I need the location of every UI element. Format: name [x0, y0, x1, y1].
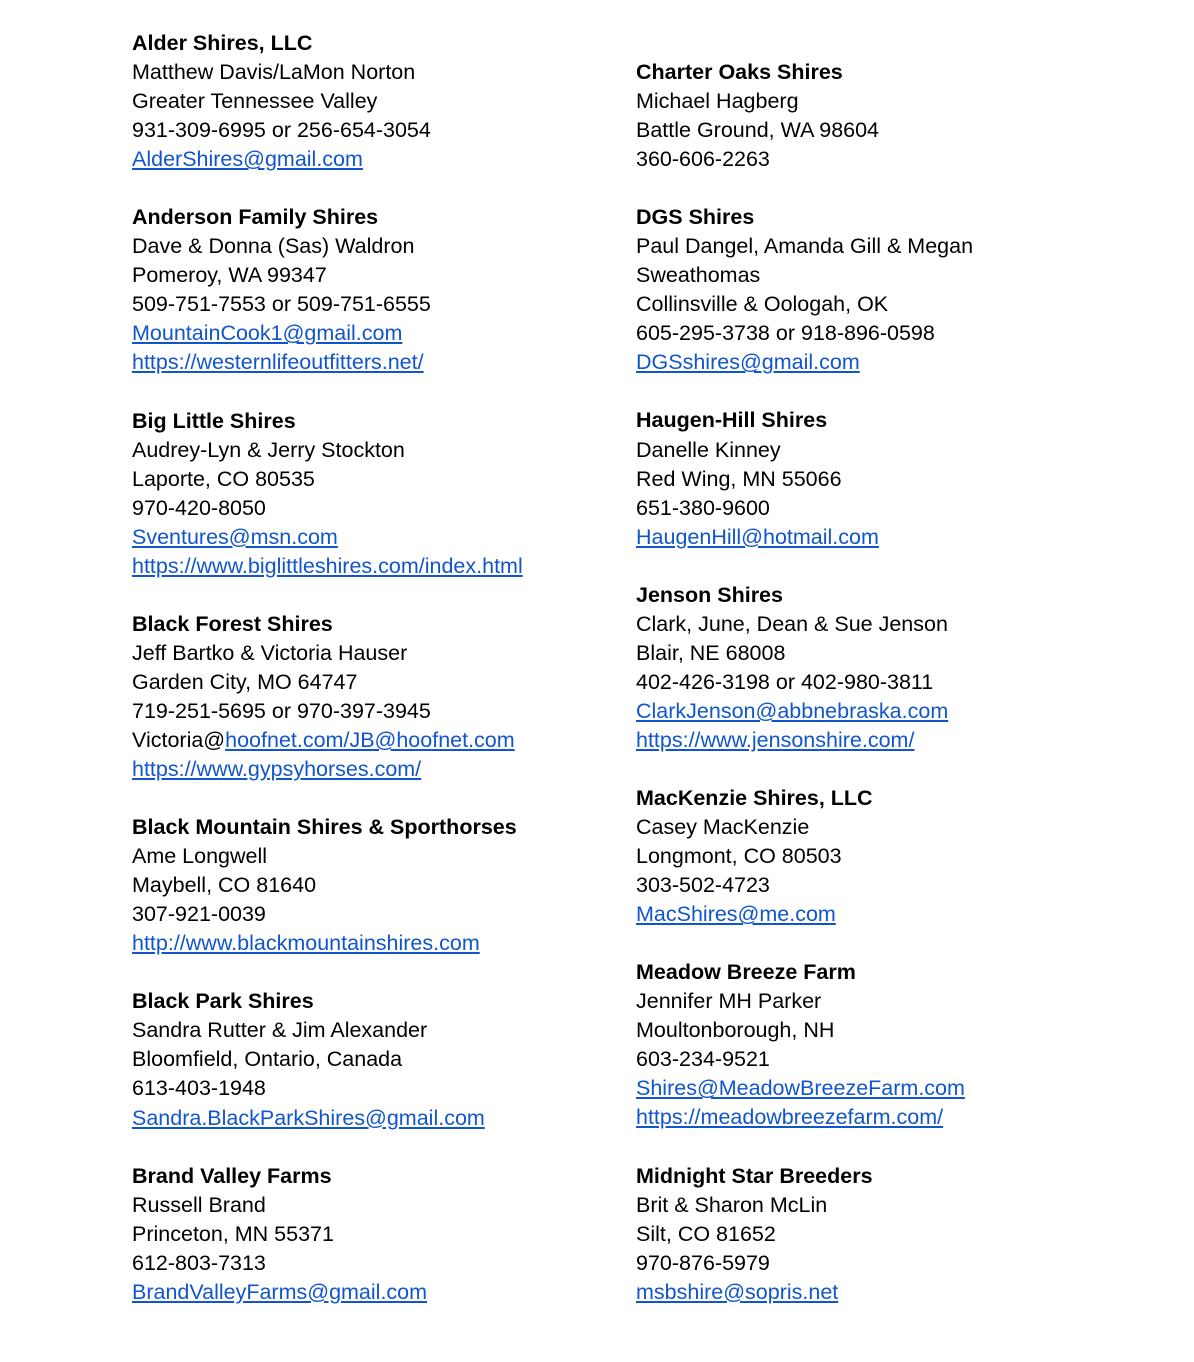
contact-text: Maybell, CO 81640	[132, 873, 317, 898]
email-link[interactable]: ClarkJenson@abbnebraska.com	[636, 698, 949, 723]
listing-charter-oaks-shires	[636, 58, 1156, 174]
contact-line	[636, 1191, 1156, 1220]
contact-text: 605-295-3738 or 918-896-0598	[636, 321, 935, 346]
listing-black-forest-shires	[132, 610, 612, 784]
contact-text: Jennifer MH Parker	[636, 989, 822, 1014]
contact-line	[636, 465, 1156, 494]
contact-link-line	[636, 697, 1156, 726]
contact-text: Ame Longwell	[132, 844, 268, 869]
listing-dgs-shires	[636, 203, 1156, 377]
website-link[interactable]: https://www.biglittleshires.com/index.html	[132, 553, 523, 578]
contact-line	[132, 1220, 612, 1249]
contact-line	[132, 232, 612, 261]
contact-line	[636, 813, 1156, 842]
contact-line	[132, 871, 612, 900]
contact-line	[132, 697, 612, 726]
listing-name: Brand Valley Farms	[132, 1163, 332, 1188]
contact-text: 970-876-5979	[636, 1250, 770, 1275]
contact-text: Paul Dangel, Amanda Gill & Megan	[636, 234, 974, 259]
contact-line	[132, 1074, 612, 1103]
listing-name: Alder Shires, LLC	[132, 31, 313, 55]
contact-text: Bloomfield, Ontario, Canada	[132, 1047, 403, 1072]
contact-text: Audrey-Lyn & Jerry Stockton	[132, 437, 405, 462]
contact-line	[636, 842, 1156, 871]
listing-haugen-hill-shires	[636, 406, 1156, 551]
email-link[interactable]: Sandra.BlackParkShires@gmail.com	[132, 1105, 485, 1130]
listing-name: Meadow Breeze Farm	[636, 960, 856, 985]
contact-text: Longmont, CO 80503	[636, 844, 842, 869]
contact-line	[636, 116, 1156, 145]
email-link[interactable]: MountainCook1@gmail.com	[132, 321, 403, 346]
contact-line	[132, 1016, 612, 1045]
listing-midnight-star-breeders	[636, 1162, 1156, 1307]
website-link[interactable]: https://meadowbreezefarm.com/	[636, 1105, 944, 1130]
contact-text: 612-803-7313	[132, 1250, 266, 1275]
right-column	[636, 29, 1156, 1336]
right-column-top-spacer	[636, 29, 1156, 58]
contact-line	[132, 668, 612, 697]
contact-line	[132, 58, 612, 87]
website-link[interactable]: https://www.gypsyhorses.com/	[132, 757, 422, 782]
contact-text: Michael Hagberg	[636, 89, 799, 114]
contact-text: 719-251-5695 or 970-397-3945	[132, 698, 431, 723]
contact-line	[636, 145, 1156, 174]
contact-line	[636, 871, 1156, 900]
listing-name: Black Forest Shires	[132, 611, 333, 636]
contact-line	[636, 639, 1156, 668]
contact-text: Red Wing, MN 55066	[636, 466, 842, 491]
contact-line	[132, 116, 612, 145]
listing-name: Anderson Family Shires	[132, 205, 379, 230]
contact-link-line	[132, 929, 612, 958]
contact-link-line	[132, 755, 612, 784]
contact-text: Dave & Donna (Sas) Waldron	[132, 234, 415, 259]
contact-text: Clark, June, Dean & Sue Jenson	[636, 611, 948, 636]
contact-link-line	[132, 319, 612, 348]
contact-text: Victoria@	[132, 727, 226, 752]
contact-text: Princeton, MN 55371	[132, 1221, 334, 1246]
contact-text: Sandra Rutter & Jim Alexander	[132, 1018, 428, 1043]
contact-line	[132, 436, 612, 465]
listing-brand-valley-farms	[132, 1162, 612, 1307]
contact-link-line	[636, 523, 1156, 552]
contact-line	[132, 900, 612, 929]
contact-link-line	[636, 348, 1156, 377]
contact-line	[636, 987, 1156, 1016]
contact-line	[132, 1191, 612, 1220]
email-link[interactable]: HaugenHill@hotmail.com	[636, 524, 879, 549]
contact-text: Laporte, CO 80535	[132, 466, 315, 491]
contact-text: Casey MacKenzie	[636, 815, 810, 840]
contact-line	[636, 1220, 1156, 1249]
contact-line	[636, 290, 1156, 319]
contact-line	[636, 232, 1156, 261]
listing-jenson-shires	[636, 581, 1156, 755]
website-link[interactable]: https://westernlifeoutfitters.net/	[132, 350, 424, 375]
email-link[interactable]: hoofnet.com/JB@hoofnet.com	[225, 727, 515, 752]
contact-line	[636, 261, 1156, 290]
contact-link-line	[132, 523, 612, 552]
email-link[interactable]: Shires@MeadowBreezeFarm.com	[636, 1076, 965, 1101]
contact-link-line	[636, 900, 1156, 929]
contact-line	[132, 639, 612, 668]
contact-text: 651-380-9600	[636, 495, 770, 520]
contact-text: Battle Ground, WA 98604	[636, 118, 880, 143]
contact-link-line	[132, 1104, 612, 1133]
contact-text: Russell Brand	[132, 1192, 266, 1217]
contact-link-line	[132, 552, 612, 581]
contact-text: Matthew Davis/LaMon Norton	[132, 60, 416, 85]
contact-line	[132, 842, 612, 871]
contact-link-line	[636, 1278, 1156, 1307]
listing-name: Haugen-Hill Shires	[636, 408, 828, 433]
contact-line	[636, 319, 1156, 348]
email-link[interactable]: MacShires@me.com	[636, 902, 836, 927]
contact-line	[636, 668, 1156, 697]
contact-line	[636, 1045, 1156, 1074]
contact-text: 303-502-4723	[636, 873, 770, 898]
contact-line	[636, 610, 1156, 639]
contact-line	[636, 436, 1156, 465]
listing-name: Big Little Shires	[132, 408, 296, 433]
contact-text: Garden City, MO 64747	[132, 669, 358, 694]
listing-black-park-shires	[132, 987, 612, 1132]
email-link[interactable]: DGSshires@gmail.com	[636, 350, 860, 375]
contact-link-line	[132, 1278, 612, 1307]
email-link[interactable]: Sventures@msn.com	[132, 524, 338, 549]
contact-text: 307-921-0039	[132, 902, 266, 927]
contact-text: Pomeroy, WA 99347	[132, 263, 327, 288]
contact-line	[132, 1249, 612, 1278]
contact-text: 613-403-1948	[132, 1076, 266, 1101]
listing-alder-shires-llc	[132, 29, 612, 174]
listing-meadow-breeze-farm	[636, 958, 1156, 1132]
contact-line	[636, 87, 1156, 116]
left-column	[132, 29, 612, 1336]
contact-link-line	[636, 1074, 1156, 1103]
contact-text: 931-309-6995 or 256-654-3054	[132, 118, 431, 143]
listing-name: DGS Shires	[636, 205, 755, 230]
contact-link-line	[636, 726, 1156, 755]
email-link[interactable]: msbshire@sopris.net	[636, 1279, 839, 1304]
listing-name: Midnight Star Breeders	[636, 1163, 873, 1188]
contact-text: Blair, NE 68008	[636, 640, 786, 665]
email-link[interactable]: AlderShires@gmail.com	[132, 147, 363, 172]
contact-text: 970-420-8050	[132, 495, 266, 520]
contact-text: Sweathomas	[636, 263, 761, 288]
listing-anderson-family-shires	[132, 203, 612, 377]
contact-line	[132, 290, 612, 319]
listing-mackenzie-shires-llc	[636, 784, 1156, 929]
contact-link-line	[132, 145, 612, 174]
website-link[interactable]: https://www.jensonshire.com/	[636, 727, 915, 752]
listing-name: MacKenzie Shires, LLC	[636, 785, 873, 810]
contact-line	[132, 1045, 612, 1074]
contact-line	[132, 726, 612, 755]
contact-line	[132, 494, 612, 523]
listing-black-mountain-shires-sporthorses	[132, 813, 612, 958]
listing-name: Black Park Shires	[132, 989, 314, 1014]
contact-line	[132, 261, 612, 290]
contact-text: 360-606-2263	[636, 147, 770, 172]
contact-line	[636, 1249, 1156, 1278]
contact-text: 402-426-3198 or 402-980-3811	[636, 669, 934, 694]
website-link[interactable]: http://www.blackmountainshires.com	[132, 931, 480, 956]
contact-link-line	[636, 1103, 1156, 1132]
contact-text: Brit & Sharon McLin	[636, 1192, 828, 1217]
email-link[interactable]: BrandValleyFarms@gmail.com	[132, 1279, 428, 1304]
contact-text: Moultonborough, NH	[636, 1018, 835, 1043]
contact-text: Silt, CO 81652	[636, 1221, 776, 1246]
contact-text: Collinsville & Oologah, OK	[636, 292, 889, 317]
contact-text: Greater Tennessee Valley	[132, 89, 378, 114]
contact-text: Danelle Kinney	[636, 437, 781, 462]
listing-big-little-shires	[132, 407, 612, 581]
contact-line	[132, 465, 612, 494]
contact-text: 603-234-9521	[636, 1047, 770, 1072]
listing-name: Black Mountain Shires & Sporthorses	[132, 815, 517, 840]
listing-name: Jenson Shires	[636, 582, 783, 607]
listing-name: Charter Oaks Shires	[636, 60, 843, 84]
contact-line	[636, 494, 1156, 523]
contact-line	[132, 87, 612, 116]
contact-line	[636, 1016, 1156, 1045]
contact-text: 509-751-7553 or 509-751-6555	[132, 292, 431, 317]
contact-link-line	[132, 348, 612, 377]
contact-text: Jeff Bartko & Victoria Hauser	[132, 640, 408, 665]
